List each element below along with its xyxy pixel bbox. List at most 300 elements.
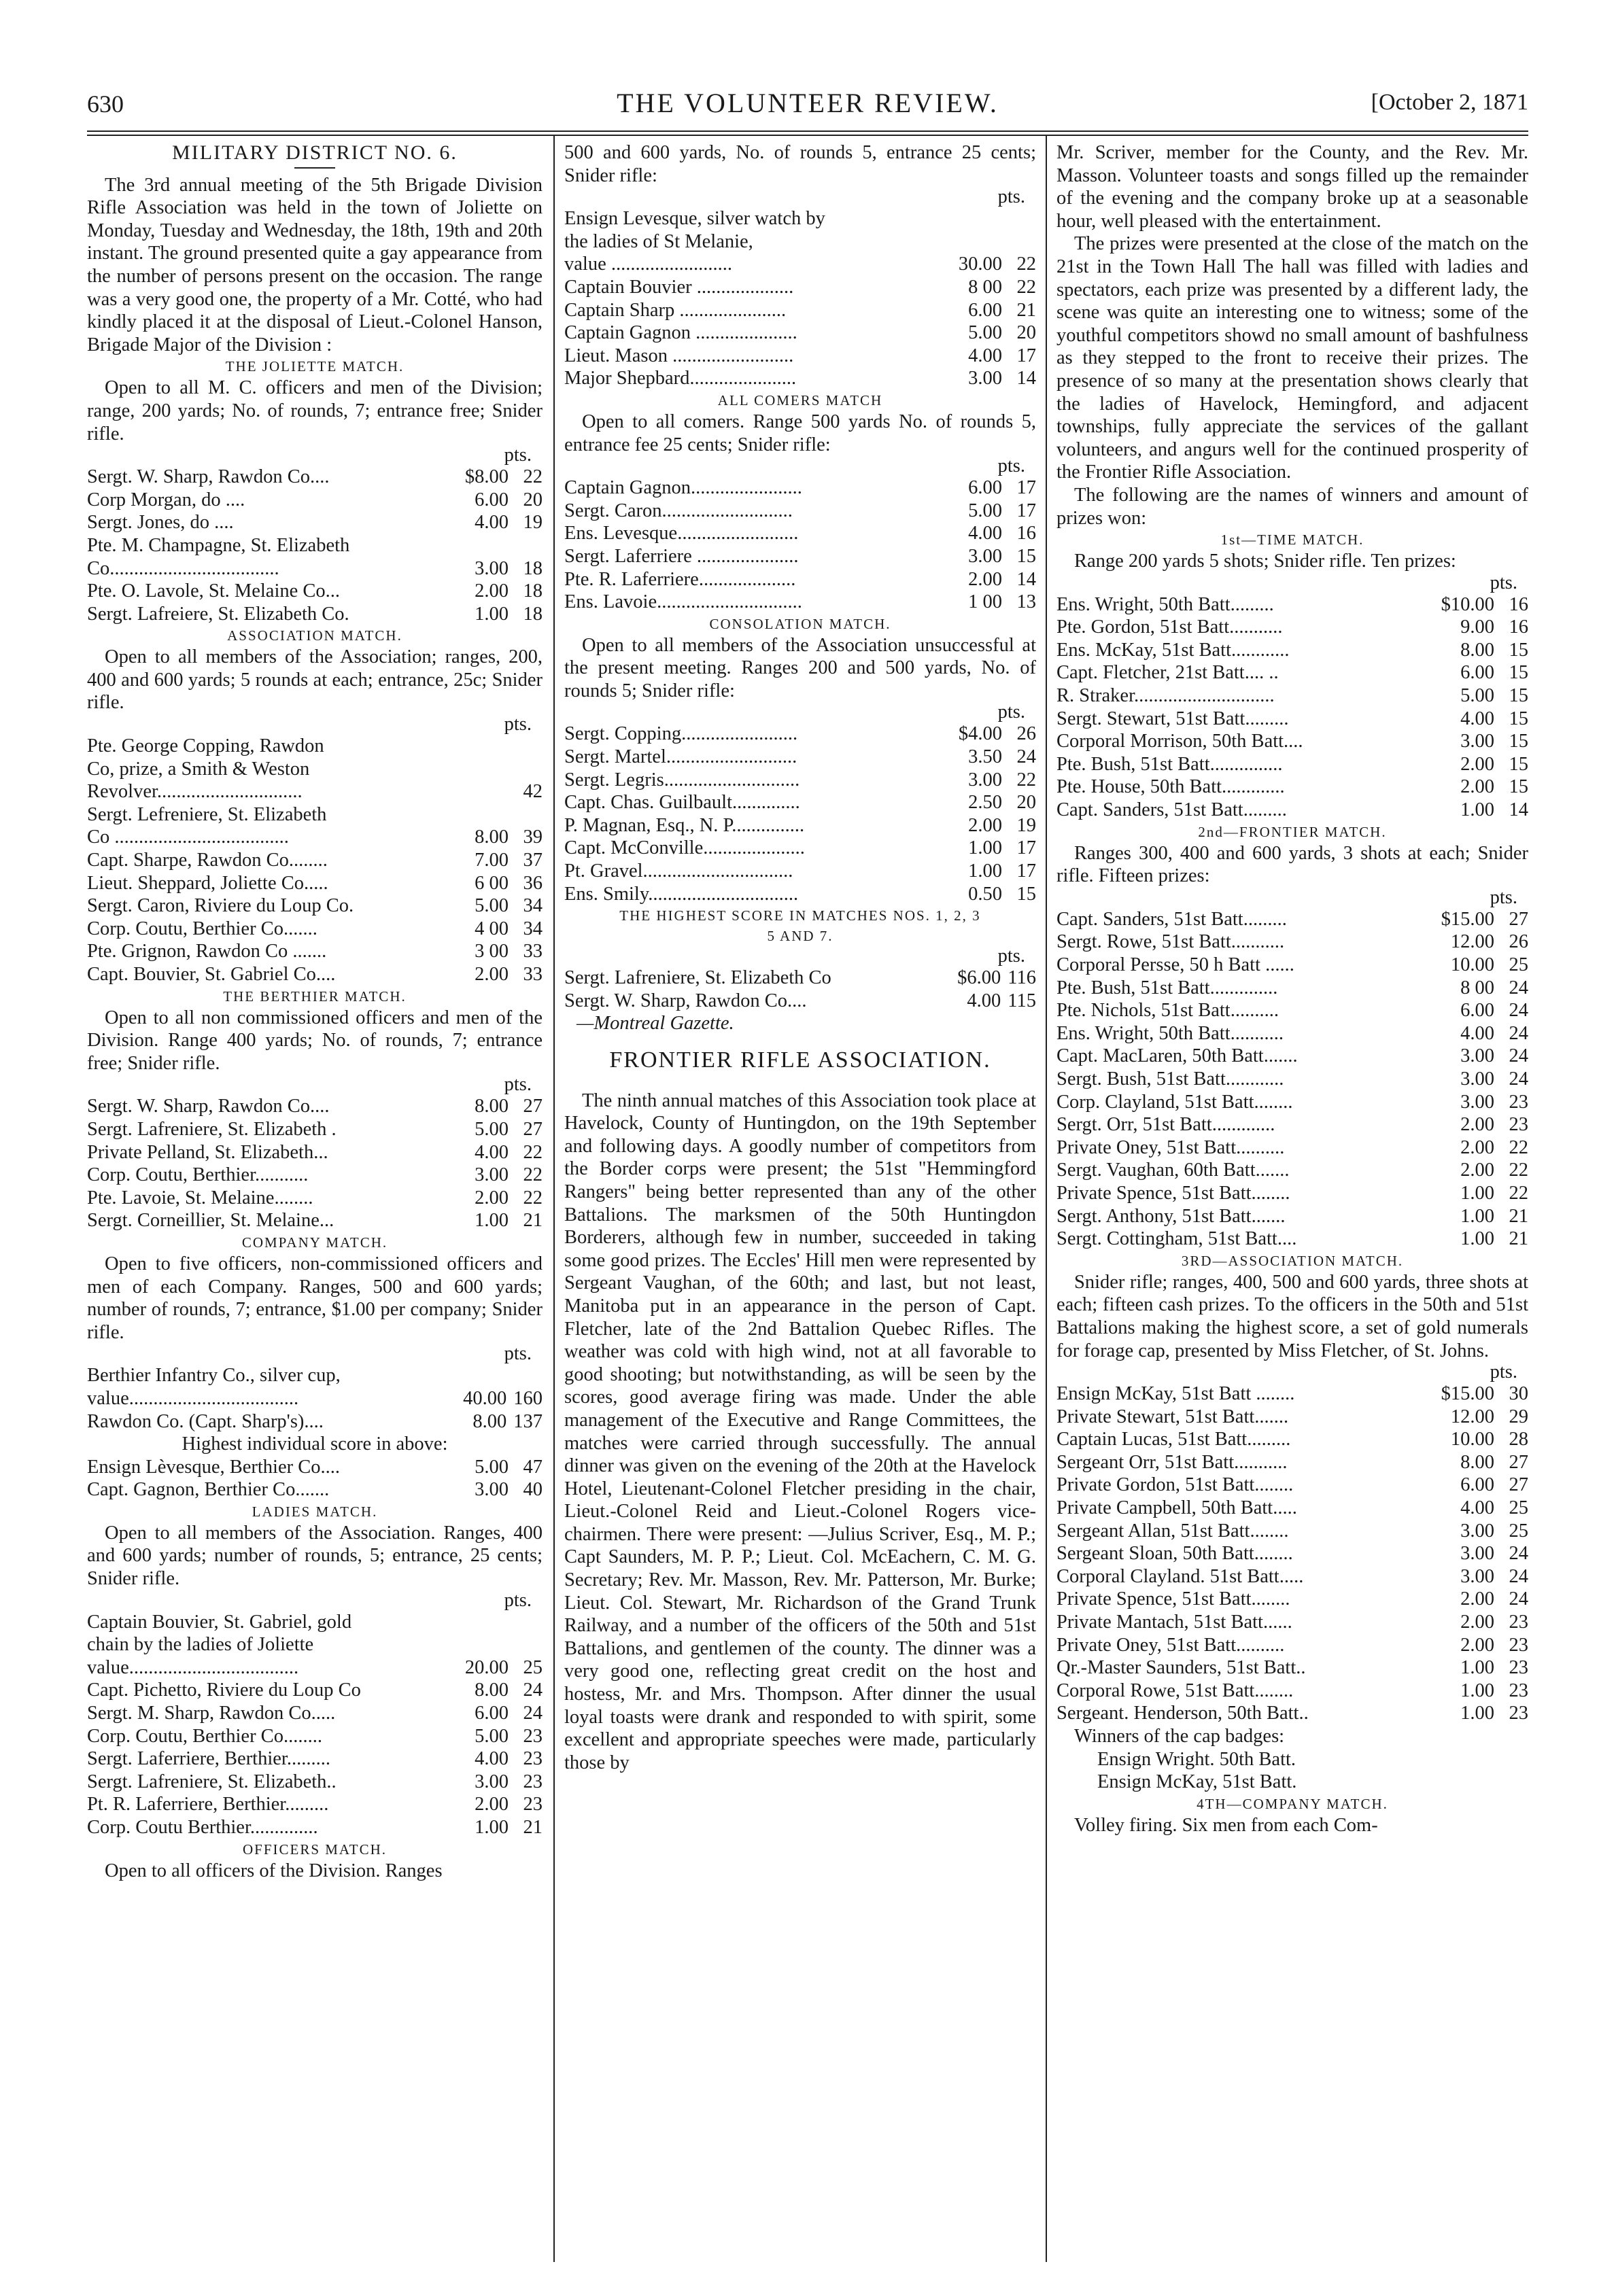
- prize-points: 20: [1016, 322, 1036, 344]
- prize-row: [564, 545, 1036, 568]
- prize-table: [564, 476, 1036, 614]
- prize-winner: Sergt. Cottingham, 51st Batt....: [1056, 1228, 1297, 1250]
- column-3: [1056, 141, 1528, 1837]
- prize-points: [1009, 207, 1036, 230]
- prize-points: 24: [1509, 1000, 1528, 1022]
- prize-winner: Corp. Coutu, Berthier...........: [87, 1164, 309, 1186]
- prize-winner: Sergt. Caron...........................: [564, 500, 793, 521]
- prize-amount: [446, 534, 515, 557]
- prize-row: [87, 580, 543, 603]
- issue-date: [October 2, 1871: [1371, 90, 1528, 115]
- prize-winner: Pte. Bush, 51st Batt..............: [1056, 977, 1278, 998]
- prize-winner: Sergt. Lafreiere, St. Elizabeth Co.: [87, 603, 349, 625]
- prize-amount: 3.00: [475, 1479, 509, 1501]
- pts-label: pts.: [997, 945, 1025, 967]
- prize-row: [87, 489, 543, 512]
- prize-points: 22: [1016, 769, 1036, 790]
- prize-points: 15: [1016, 545, 1036, 567]
- prize-amount: 5.00: [475, 1725, 509, 1747]
- prize-amount: 10.00: [1450, 954, 1494, 975]
- prize-winner: Co ....................................: [87, 827, 289, 848]
- prize-winner: Ensign Lèvesque, Berthier Co....: [87, 1456, 341, 1478]
- prize-winner: Capt. McConville.....................: [564, 837, 805, 859]
- prize-winner: Corp. Clayland, 51st Batt........: [1056, 1091, 1293, 1113]
- prize-amount: 3.00: [1460, 731, 1494, 752]
- prize-points: 22: [523, 1164, 543, 1186]
- prize-winner: Sergt. Jones, do ....: [87, 512, 234, 534]
- prize-amount: 7.00: [475, 850, 509, 871]
- prize-amount: 8.00: [1460, 1451, 1494, 1473]
- prize-winner: Capt. Fletcher, 21st Batt.... ..: [1056, 662, 1279, 684]
- prize-amount: 2.00: [1460, 776, 1494, 798]
- prize-row: [87, 1364, 543, 1387]
- prize-points: 25: [1509, 954, 1528, 975]
- prize-points: 22: [1509, 1136, 1528, 1158]
- prize-amount: 2.00: [1460, 1612, 1494, 1633]
- prize-amount: 3.00: [1460, 1045, 1494, 1067]
- prize-winner: Ens. Wright, 50th Batt...........: [1056, 1022, 1284, 1044]
- prize-row: [1056, 799, 1528, 822]
- prize-row: [1056, 1182, 1528, 1205]
- prize-row: [1056, 1497, 1528, 1520]
- column-2: [564, 141, 1036, 1774]
- prize-winner: Sergt. Anthony, 51st Batt.......: [1056, 1205, 1286, 1227]
- prize-amount: 3 00: [475, 941, 509, 962]
- prize-points: 23: [523, 1771, 543, 1792]
- prize-winner: Sergt. Laferriere .....................: [564, 545, 799, 567]
- prize-points: 22: [1016, 254, 1036, 275]
- prize-row: [1056, 1656, 1528, 1680]
- prize-amount: 1.00: [475, 1210, 509, 1232]
- prize-row: [1056, 1228, 1528, 1251]
- prize-row: [87, 826, 543, 849]
- section-title: CONSOLATION MATCH.: [709, 615, 891, 632]
- prize-row: [87, 1141, 543, 1164]
- prize-amount: 1.00: [1460, 1228, 1494, 1250]
- pts-label: pts.: [997, 186, 1025, 208]
- prize-amount: 3.00: [475, 1771, 509, 1792]
- prize-amount: 3.00: [1460, 1091, 1494, 1113]
- prize-amount: 9.00: [1460, 616, 1494, 638]
- prize-row: [1056, 1205, 1528, 1228]
- prize-winner: Private Pelland, St. Elizabeth...: [87, 1141, 328, 1163]
- prize-amount: 1 00: [968, 591, 1002, 613]
- prize-row: [87, 1164, 543, 1187]
- section-title: THE HIGHEST SCORE IN MATCHES NOS. 1, 2, 3: [619, 907, 981, 924]
- prize-row: [87, 1611, 543, 1634]
- prize-points: [513, 1364, 543, 1387]
- prize-row: [87, 1702, 543, 1725]
- prize-winner: Ens. Levesque.........................: [564, 523, 799, 544]
- prize-row: [87, 1771, 543, 1794]
- continued-text: Mr. Scriver, member for the County, and the Rev. Mr. Masson. Volunteer toasts and songs filled up the remainder of the evening and the company broke up at a seasonable hour, well pleased with the entertainment.: [1056, 142, 1528, 232]
- prize-points: 40: [523, 1479, 543, 1501]
- prize-row: [564, 321, 1036, 345]
- prize-points: 23: [1509, 1680, 1528, 1701]
- prize-points: 24: [1016, 746, 1036, 768]
- prize-amount: 30.00: [958, 254, 1002, 275]
- prize-winner: Corp. Coutu, Berthier Co........: [87, 1725, 322, 1747]
- prize-row: [1056, 593, 1528, 616]
- prize-row: [87, 466, 543, 489]
- prize-amount: 8 00: [968, 276, 1002, 298]
- prize-row: [564, 367, 1036, 390]
- prize-amount: 8.00: [1460, 639, 1494, 661]
- prize-winner: Capt. Bouvier, St. Gabriel Co....: [87, 964, 336, 985]
- prize-amount: 2.50: [968, 792, 1002, 814]
- prize-row: [1056, 1565, 1528, 1588]
- prize-row: [564, 345, 1036, 368]
- prize-winner: Sergt. W. Sharp, Rawdon Co....: [564, 990, 807, 1011]
- prize-amount: 4 00: [475, 918, 509, 939]
- prize-winner: Sergt. Rowe, 51st Batt...........: [1056, 931, 1285, 953]
- prize-row: [87, 1747, 543, 1771]
- prize-winner: Capt. Sharpe, Rawdon Co........: [87, 850, 328, 871]
- article-body: The prizes were presented at the close of the match on the 21st in the Town Hall The hall was filled with ladies and spectators, each prize was presented by a different lady, the scene was quite an interesting one to witness; some of the youthful competitors showd no small amount of bashfulness as they stepped to the front to receive their prizes. The presence of so many at the presentation shows clearly that the ladies of Havelock, Hemingford, and adjacent townships, fully appreciate the services of the gallant volunteers, and angurs well for the continued prosperity of the Frontier Rifle Association.: [1056, 233, 1528, 483]
- prize-amount: 3.00: [968, 769, 1002, 790]
- prize-points: 33: [523, 964, 543, 985]
- prize-amount: 2.00: [475, 1187, 509, 1208]
- prize-amount: $6.00: [957, 967, 1001, 989]
- prize-row: [1056, 730, 1528, 753]
- section-title: 4TH—COMPANY MATCH.: [1197, 1795, 1388, 1812]
- prize-row: [1056, 776, 1528, 799]
- prize-row: [1056, 1588, 1528, 1611]
- section-desc: Range 200 yards 5 shots; Snider rifle. Ten prizes:: [1074, 551, 1456, 572]
- pts-label: pts.: [504, 1074, 532, 1096]
- prize-points: 23: [1509, 1634, 1528, 1656]
- prize-amount: [446, 1633, 515, 1656]
- prize-amount: 3.00: [1460, 1565, 1494, 1587]
- section-desc: Open to all non commissioned officers and men of the Division. Range 400 yards; No. of rounds, 7; entrance free; Snider rifle.: [87, 1007, 543, 1074]
- prize-points: 24: [523, 1703, 543, 1724]
- prize-amount: 3.00: [475, 557, 509, 579]
- prize-row: [564, 253, 1036, 276]
- prize-points: 21: [1016, 299, 1036, 321]
- prize-amount: 3.00: [1460, 1520, 1494, 1542]
- prize-amount: 6 00: [475, 872, 509, 894]
- prize-points: 13: [1016, 591, 1036, 613]
- prize-amount: 4.00: [968, 345, 1002, 366]
- prize-points: 22: [523, 1187, 543, 1208]
- prize-table: [564, 207, 1036, 390]
- prize-winner: Pt. Gravel...............................: [564, 860, 793, 882]
- continued-text: 500 and 600 yards, No. of rounds 5, entrance 25 cents; Snider rifle:: [564, 142, 1036, 186]
- prize-row: [87, 1095, 543, 1118]
- prize-points: 29: [1509, 1406, 1528, 1427]
- prize-amount: 4.00: [968, 523, 1002, 544]
- prize-amount: 12.00: [1450, 931, 1494, 953]
- prize-amount: [940, 207, 1009, 230]
- article-heading: MILITARY DISTRICT NO. 6.: [172, 141, 458, 164]
- prize-table: [87, 1095, 543, 1232]
- prize-row: [87, 1816, 543, 1839]
- prize-points: 24: [523, 1680, 543, 1701]
- cap-winners-heading: Winners of the cap badges:: [1074, 1726, 1285, 1747]
- prize-amount: 1.00: [1460, 1205, 1494, 1227]
- prize-row: [87, 894, 543, 918]
- prize-row: [1056, 908, 1528, 931]
- prize-winner: Co...................................: [87, 557, 279, 579]
- header-rule: [87, 131, 1528, 132]
- prize-points: 116: [1008, 967, 1036, 989]
- prize-points: 15: [1016, 883, 1036, 905]
- prize-points: 22: [1016, 276, 1036, 298]
- prize-winner: Pte. M. Champagne, St. Elizabeth: [87, 534, 350, 556]
- prize-row: [564, 883, 1036, 906]
- prize-winner: Sergt. M. Sharp, Rawdon Co.....: [87, 1703, 336, 1724]
- prize-amount: 40.00: [463, 1387, 507, 1409]
- prize-table: [87, 1611, 543, 1839]
- section-desc: Open to all members of the Association; ranges, 200, 400 and 600 yards; 5 rounds at each; entrance, 25c; Snider rifle.: [87, 646, 543, 714]
- prize-winner: Pte. Nichols, 51st Batt..........: [1056, 1000, 1279, 1022]
- prize-points: 19: [1016, 814, 1036, 836]
- prize-winner: Corporal Persse, 50 h Batt ......: [1056, 954, 1294, 975]
- prize-amount: 5.00: [968, 322, 1002, 344]
- prize-winner: Sergt. W. Sharp, Rawdon Co....: [87, 466, 330, 488]
- column-divider-2: [1046, 136, 1047, 2262]
- prize-row: [1056, 1520, 1528, 1543]
- prize-row: [564, 814, 1036, 837]
- prize-winner: Private Campbell, 50th Batt.....: [1056, 1497, 1297, 1519]
- prize-winner: Captain Gagnon.......................: [564, 477, 802, 499]
- prize-winner: Sergt. Lafreniere, St. Elizabeth..: [87, 1771, 337, 1792]
- prize-points: 17: [1016, 345, 1036, 366]
- prize-amount: 1.00: [475, 603, 509, 625]
- prize-points: 27: [1509, 1474, 1528, 1496]
- section-desc: Ranges 300, 400 and 600 yards, 3 shots at each; Snider rifle. Fifteen prizes:: [1056, 842, 1528, 887]
- prize-amount: $15.00: [1441, 908, 1494, 930]
- prize-winner: Captain Lucas, 51st Batt.........: [1056, 1429, 1291, 1450]
- section-desc: Open to five officers, non-commissioned officers and men of each Company. Ranges, 500 and 600 yards; number of rounds, 7; entrance, $1.00 per company; Snider rifle.: [87, 1253, 543, 1343]
- prize-row: [1056, 954, 1528, 977]
- prize-points: 26: [1016, 723, 1036, 745]
- prize-points: 24: [1509, 1565, 1528, 1587]
- prize-winner: Sergt. Corneillier, St. Melaine...: [87, 1210, 334, 1232]
- prize-row: [1056, 1022, 1528, 1045]
- pts-label: pts.: [1490, 572, 1517, 593]
- prize-amount: 1.00: [968, 860, 1002, 882]
- prize-points: 160: [513, 1387, 543, 1409]
- prize-table: [1056, 593, 1528, 822]
- prize-row: [87, 1679, 543, 1702]
- prize-amount: [446, 1611, 515, 1634]
- source-credit: —Montreal Gazette.: [577, 1013, 734, 1034]
- prize-points: 22: [523, 466, 543, 488]
- prize-winner: P. Magnan, Esq., N. P...............: [564, 814, 805, 836]
- prize-row: [1056, 930, 1528, 954]
- pts-label: pts.: [504, 445, 532, 466]
- prize-points: 21: [523, 1817, 543, 1838]
- prize-row: [87, 963, 543, 986]
- prize-winner: Capt. Sanders, 51st Batt.........: [1056, 799, 1287, 821]
- prize-winner: Sergt. Stewart, 51st Batt.........: [1056, 708, 1289, 729]
- prize-winner: Sergt. Laferriere, Berthier.........: [87, 1748, 330, 1770]
- prize-winner: Capt. Sanders, 51st Batt.........: [1056, 908, 1287, 930]
- prize-amount: $10.00: [1441, 593, 1494, 615]
- prize-points: 27: [1509, 1451, 1528, 1473]
- prize-winner: Captain Sharp ......................: [564, 299, 787, 321]
- pts-label: pts.: [504, 1589, 532, 1611]
- prize-amount: 2.00: [1460, 1160, 1494, 1181]
- prize-winner: Sergt. Vaughan, 60th Batt.......: [1056, 1160, 1290, 1181]
- prize-amount: 1.00: [968, 837, 1002, 859]
- prize-points: 47: [523, 1456, 543, 1478]
- prize-points: 14: [1016, 568, 1036, 590]
- prize-winner: Capt. Gagnon, Berthier Co.......: [87, 1479, 330, 1501]
- prize-points: [515, 1611, 543, 1634]
- prize-amount: 2.00: [475, 964, 509, 985]
- prize-amount: 8.00: [475, 1096, 509, 1117]
- prize-points: 21: [1509, 1205, 1528, 1227]
- prize-row: [564, 299, 1036, 322]
- prize-points: 18: [523, 603, 543, 625]
- prize-winner: Corporal Rowe, 51st Batt........: [1056, 1680, 1294, 1701]
- prize-winner: value...................................: [87, 1656, 299, 1678]
- prize-winner: Private Spence, 51st Batt........: [1056, 1588, 1290, 1610]
- prize-amount: 2.00: [1460, 753, 1494, 775]
- prize-row: [564, 276, 1036, 299]
- prize-row: [1056, 1406, 1528, 1429]
- prize-points: 36: [523, 872, 543, 894]
- prize-amount: 3.50: [968, 746, 1002, 768]
- prize-points: 115: [1008, 990, 1036, 1011]
- prize-amount: 6.00: [1460, 1000, 1494, 1022]
- prize-row: [564, 476, 1036, 500]
- prize-amount: 8.00: [475, 827, 509, 848]
- prize-table: [1056, 1382, 1528, 1725]
- prize-amount: 3.00: [475, 1164, 509, 1186]
- prize-row: [564, 791, 1036, 814]
- prize-row: [1056, 639, 1528, 662]
- prize-amount: 1.00: [1460, 1657, 1494, 1679]
- prize-points: [515, 735, 543, 758]
- prize-amount: 4.00: [1460, 708, 1494, 729]
- prize-points: 24: [1509, 977, 1528, 998]
- prize-winner: Major Shepbard......................: [564, 368, 797, 389]
- pts-label: pts.: [997, 701, 1025, 723]
- section-title: ALL COMERS MATCH: [717, 392, 883, 408]
- prize-row: [87, 803, 543, 827]
- prize-points: 25: [1509, 1497, 1528, 1519]
- section-title: OFFICERS MATCH.: [242, 1841, 388, 1858]
- prize-points: 37: [523, 850, 543, 871]
- pts-label: pts.: [997, 455, 1025, 477]
- page-header: [87, 84, 1528, 132]
- prize-points: 19: [523, 512, 543, 534]
- prize-points: 21: [523, 1210, 543, 1232]
- prize-table: [564, 723, 1036, 905]
- prize-points: 22: [1509, 1160, 1528, 1181]
- section-title: THE JOLIETTE MATCH.: [225, 358, 405, 375]
- prize-points: 27: [523, 1118, 543, 1140]
- prize-points: [515, 803, 543, 827]
- prize-amount: 6.00: [475, 1703, 509, 1724]
- prize-amount: 1.00: [475, 1817, 509, 1838]
- pts-label: pts.: [504, 714, 532, 735]
- prize-winner: Sergt. Lefreniere, St. Elizabeth: [87, 803, 327, 825]
- prize-row: [1056, 661, 1528, 684]
- prize-amount: 3.00: [1460, 1068, 1494, 1090]
- prize-winner: Pte. Lavoie, St. Melaine........: [87, 1187, 313, 1208]
- prize-amount: 5.00: [968, 500, 1002, 521]
- prize-row: [87, 1725, 543, 1748]
- prize-amount: 6.00: [968, 299, 1002, 321]
- prize-points: 15: [1509, 639, 1528, 661]
- prize-table: [87, 466, 543, 625]
- prize-points: [515, 1633, 543, 1656]
- prize-points: 17: [1016, 477, 1036, 499]
- prize-amount: $8.00: [464, 466, 509, 488]
- prize-row: [1056, 1680, 1528, 1703]
- prize-points: 16: [1509, 593, 1528, 615]
- section-title: ASSOCIATION MATCH.: [227, 627, 402, 644]
- prize-winner: Sergt. Lafreniere, St. Elizabeth Co: [564, 967, 831, 989]
- prize-winner: Pte. Grignon, Rawdon Co .......: [87, 941, 327, 962]
- prize-points: 24: [1509, 1588, 1528, 1610]
- prize-winner: R. Straker.............................: [1056, 685, 1275, 707]
- prize-row: [1056, 616, 1528, 639]
- prize-winner: Corporal Clayland. 51st Batt.....: [1056, 1565, 1304, 1587]
- prize-amount: 1.00: [1460, 1182, 1494, 1204]
- prize-row: [564, 207, 1036, 230]
- prize-points: 23: [1509, 1612, 1528, 1633]
- prize-winner: Captain Bouvier ....................: [564, 276, 794, 298]
- prize-points: 23: [523, 1725, 543, 1747]
- page-number: 630: [87, 90, 124, 118]
- prize-row: [1056, 977, 1528, 1000]
- prize-row: [87, 1387, 543, 1410]
- prize-row: [1056, 1542, 1528, 1565]
- prize-row: [564, 568, 1036, 591]
- prize-row: [87, 557, 543, 580]
- header-rule-2: [87, 135, 1528, 136]
- prize-points: 23: [1509, 1657, 1528, 1679]
- prize-winner: Sergt. Caron, Riviere du Loup Co.: [87, 895, 354, 917]
- prize-winner: Lieut. Mason .........................: [564, 345, 794, 366]
- prize-amount: 4.00: [967, 990, 1001, 1011]
- prize-table: [87, 1364, 543, 1433]
- prize-winner: Sergt. Copping........................: [564, 723, 798, 745]
- prize-winner: Private Mantach, 51st Batt......: [1056, 1612, 1292, 1633]
- prize-amount: 2.00: [475, 580, 509, 602]
- prize-row: [1056, 1045, 1528, 1068]
- prize-amount: [446, 758, 515, 781]
- prize-points: 23: [1509, 1091, 1528, 1113]
- prize-amount: 2.00: [1460, 1136, 1494, 1158]
- prize-amount: 2.00: [968, 568, 1002, 590]
- prize-row: [87, 534, 543, 557]
- prize-points: 21: [1509, 1228, 1528, 1250]
- prize-winner: Corporal Morrison, 50th Batt....: [1056, 731, 1303, 752]
- prize-winner: Rawdon Co. (Capt. Sharp's)....: [87, 1410, 324, 1432]
- prize-points: 28: [1509, 1429, 1528, 1450]
- prize-table: [87, 1456, 543, 1501]
- prize-winner: Pte. Bush, 51st Batt...............: [1056, 753, 1283, 775]
- prize-points: 23: [1509, 1703, 1528, 1724]
- prize-winner: Pte. R. Laferriere....................: [564, 568, 796, 590]
- prize-row: [1056, 1474, 1528, 1497]
- prize-row: [564, 591, 1036, 614]
- pts-label: pts.: [1490, 1361, 1517, 1383]
- prize-row: [87, 511, 543, 534]
- prize-amount: $4.00: [958, 723, 1002, 745]
- prize-amount: 2.00: [475, 1794, 509, 1815]
- prize-winner: chain by the ladies of Joliette: [87, 1634, 314, 1656]
- prize-amount: 6.00: [968, 477, 1002, 499]
- prize-row: [87, 1187, 543, 1210]
- prize-amount: [446, 780, 515, 803]
